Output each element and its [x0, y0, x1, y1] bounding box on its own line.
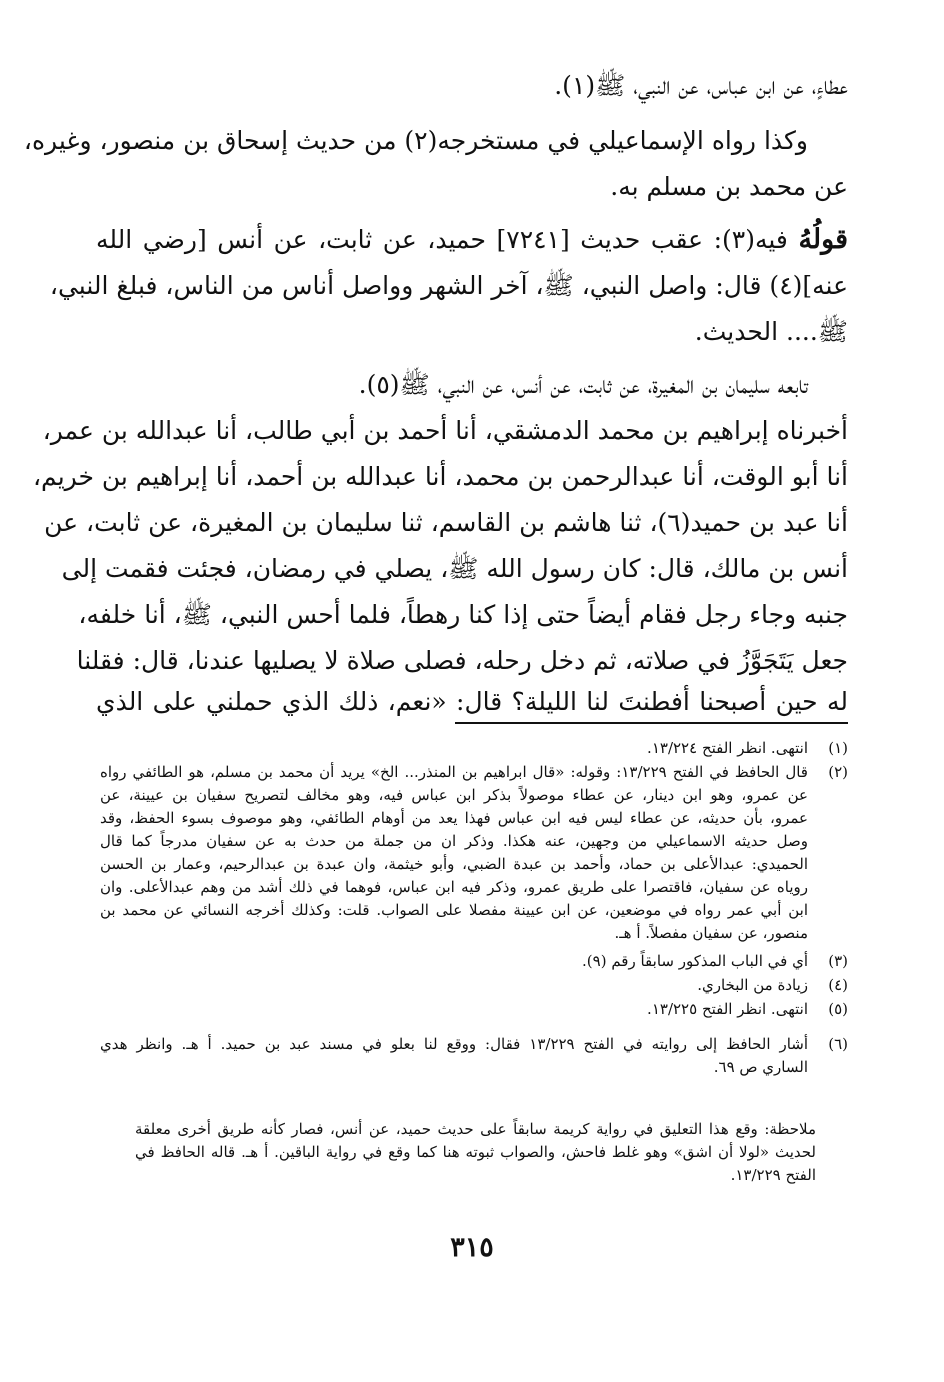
- footnote-number: (٣): [828, 952, 848, 970]
- main-line-2: وكذا رواه الإسماعيلي في مستخرجه(٢) من حديث إسحاق بن منصور، وغيره،: [23, 126, 808, 155]
- page-number: ٣١٥: [450, 1232, 494, 1263]
- footnote-number: (٦): [828, 1035, 848, 1053]
- footnote-2: [100, 761, 848, 784]
- footnote-text: وصل حديثه الاسماعيلي من وجهين، عنه هكذا. وذكر ان من جملة من حدث به عن سفيان مدرجاً كما قال: [100, 832, 808, 850]
- main-line-3: عن محمد بن مسلم به.: [610, 172, 848, 201]
- footnote-separator: [455, 722, 848, 724]
- main-line-1: عطاءٍ، عن ابن عباس، عن النبي، ﷺ(١).: [554, 71, 848, 100]
- footnote-text: عمرو، بأن حديثه، عن عطاء ليس فيه ابن عباس فهذا يعد من أوهام الطائفي، وهو موصوف بسوء الحفظ، وقد: [100, 809, 808, 827]
- footnote-2-line: [100, 853, 848, 876]
- footnote-6: [100, 1033, 848, 1056]
- keyword-rest: فيه(٣): عقب حديث [٧٢٤١] حميد، عن ثابت، عن أنس [رضي الله: [96, 225, 799, 254]
- footnote-text: روياه عن سفيان، فاقتصرا على طريق عمرو، وذكر فيه ابن عباس، فوهما في ذلك أشد من وهم عبدالأعلى. وان: [100, 878, 808, 896]
- footnote-6-line: [100, 1056, 848, 1079]
- footnote-text: الساري ص ٦٩.: [713, 1058, 808, 1076]
- footnote-text: الحميدي: عبدالأعلى بن حماد، وأحمد بن عبدة الضبي، وأبو خيثمة، وان عبدة بن عبدالرحيم، وعمار بن الحسن: [100, 855, 808, 873]
- footnote-text: عن عمرو، وهو ابن دينار، عن عطاء موصولاً بذكر ابن عباس فيه، وهو مخالف لتصريح سفيان بن عيينة، عن: [100, 786, 808, 804]
- main-line-9: أنا أبو الوقت، أنا عبدالرحمن بن محمد، أنا عبدالله بن أحمد، أنا إبراهيم بن خريم،: [32, 462, 848, 491]
- footnote-number: (٤): [828, 976, 848, 994]
- footnote-2-line: [100, 830, 848, 853]
- footnote-5: [100, 998, 848, 1021]
- footnote-2-line: [100, 784, 848, 807]
- footnote-number: (١): [828, 739, 848, 757]
- footnote-4: [100, 974, 848, 997]
- footnote-2-line: [100, 807, 848, 830]
- note-line-2: لحديث «لولا أن اشق» وهو غلط فاحش، والصواب ثبوته هنا كما وقع في رواية الباقين. أ هـ. قاله الحافظ في: [135, 1143, 816, 1161]
- footnote-number: (٢): [828, 763, 848, 781]
- main-line-7: تابعه سليمان بن المغيرة، عن ثابت، عن أنس، عن النبي، ﷺ(٥).: [358, 370, 808, 399]
- main-line-13: جعل يَتَجَوَّزُ في صلاته، ثم دخل رحله، فصلى صلاة لا يصليها عندنا، قال: فقلنا: [76, 646, 848, 675]
- footnote-text: انتهى. انظر الفتح ١٣/٢٢٤.: [647, 739, 808, 757]
- footnote-2-line: [100, 899, 848, 922]
- main-line-8: أخبرناه إبراهيم بن محمد الدمشقي، أنا أحمد بن أبي طالب، أنا عبدالله بن عمر،: [42, 416, 848, 445]
- note-line-3: الفتح ١٣/٢٢٩.: [730, 1166, 816, 1184]
- footnote-text: انتهى. انظر الفتح ١٣/٢٢٥.: [647, 1000, 808, 1018]
- footnote-3: [100, 950, 848, 973]
- footnote-text: أي في الباب المذكور سابقاً رقم (٩).: [582, 952, 808, 970]
- footnote-number: (٥): [828, 1000, 848, 1018]
- footnote-2-line: [100, 876, 848, 899]
- footnote-1: [100, 737, 848, 760]
- footnote-text: أشار الحافظ إلى روايته في الفتح ١٣/٢٢٩ فقال: ووقع لنا بعلو في مسند عبد بن حميد. أ هـ. وانظر هدي: [100, 1035, 808, 1053]
- footnote-text: زيادة من البخاري.: [697, 976, 808, 994]
- main-line-4: [96, 220, 848, 260]
- main-line-6: ﷺ.... الحديث.: [694, 317, 848, 346]
- main-line-11: أنس بن مالك، قال: كان رسول الله ﷺ، يصلي في رمضان، فجئت فقمت إلى: [61, 554, 848, 583]
- main-line-14: له حين أصبحنا أفطنتَ لنا الليلة؟ قال: «نعم، ذلك الذي حملني على الذي: [96, 687, 848, 716]
- footnote-text: قال الحافظ في الفتح ١٣/٢٢٩: وقوله: «قال ابراهيم بن المنذر... الخ» يريد أن محمد بن مسلم، هو الطائفي رواه: [100, 763, 808, 781]
- main-line-10: أنا عبد بن حميد(٦)، ثنا هاشم بن القاسم، ثنا سليمان بن المغيرة، عن ثابت، عن: [44, 508, 848, 537]
- main-line-12: جنبه وجاء رجل فقام أيضاً حتى إذا كنا رهطاً، فلما أحس النبي، ﷺ، أنا خلفه،: [78, 600, 848, 629]
- footnote-text: منصور، عن سفيان مفصلاً. أ هـ.: [614, 924, 808, 942]
- footnote-2-line: [100, 922, 848, 945]
- note-line-1: ملاحظة: وقع هذا التعليق في رواية كريمة سابقاً على حديث حميد، عن أنس، فصار كأنه طريق أخرى معلقة: [135, 1120, 816, 1138]
- keyword: قولُهُ: [798, 224, 849, 255]
- footnote-text: ابن أبي عمر رواه في موضعين، عن ابن عيينة مفصلا على الصواب. قلت: وكذلك أخرجه النسائي عن محمد بن: [100, 901, 808, 919]
- main-line-5: عنه](٤) قال: واصل النبي، ﷺ، آخر الشهر وواصل أناس من الناس، فبلغ النبي،: [49, 271, 848, 300]
